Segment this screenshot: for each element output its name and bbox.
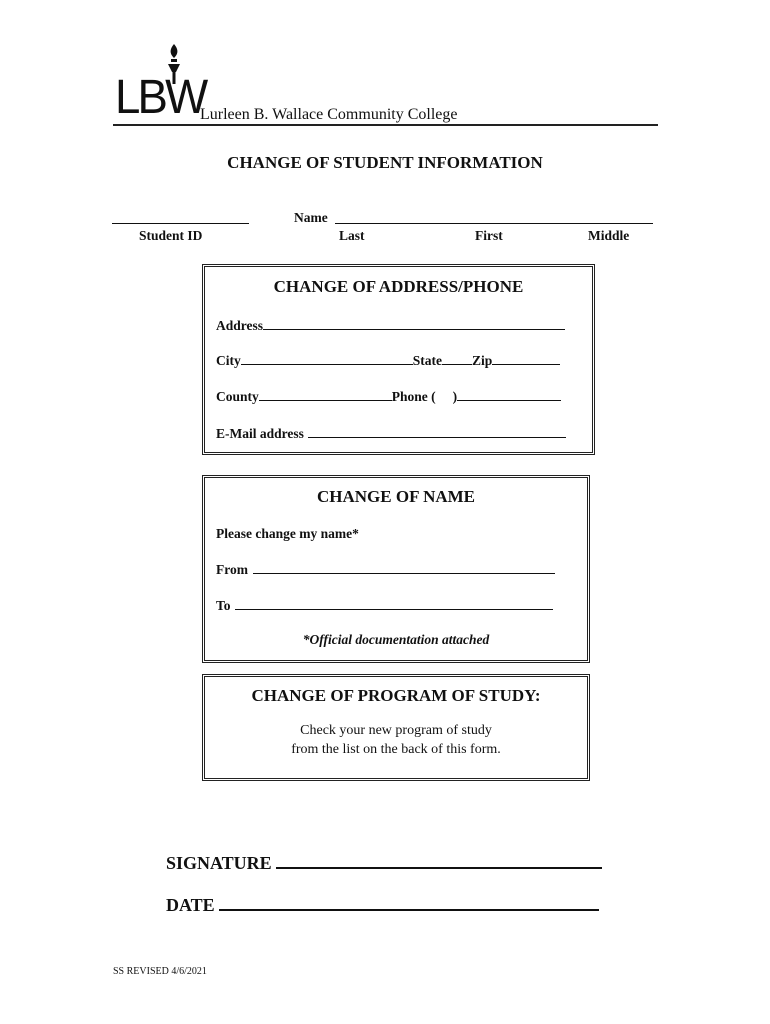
phone-input[interactable] [457, 388, 561, 401]
area-code-input[interactable] [436, 389, 453, 401]
county-label: County [216, 389, 259, 404]
from-label: From [216, 562, 248, 577]
zip-label: Zip [472, 353, 493, 368]
city-input[interactable] [241, 352, 413, 365]
name-field[interactable] [335, 211, 653, 224]
program-box-title: CHANGE OF PROGRAM OF STUDY: [251, 686, 541, 705]
change-address-box [202, 264, 595, 455]
middle-label: Middle [588, 228, 630, 243]
program-instruction-2: from the list on the back of this form. [291, 742, 501, 757]
address-input[interactable] [263, 317, 565, 330]
from-input[interactable] [253, 561, 555, 574]
date-field[interactable] [219, 895, 599, 911]
signature-field[interactable] [276, 853, 602, 869]
first-label: First [475, 228, 503, 243]
documentation-note: *Official documentation attached [302, 632, 490, 647]
phone-paren: ) [452, 389, 458, 404]
college-name: Lurleen B. Wallace Community College [200, 106, 458, 123]
student-id-label: Student ID [139, 228, 203, 243]
email-input[interactable] [308, 425, 566, 438]
signature-label: SIGNATURE [166, 853, 272, 873]
state-label: State [412, 353, 442, 368]
address-box-title: CHANGE OF ADDRESS/PHONE [273, 277, 524, 296]
revision-footer: SS REVISED 4/6/2021 [113, 966, 207, 977]
date-label: DATE [166, 895, 215, 915]
address-label: Address [216, 318, 264, 333]
page-title: CHANGE OF STUDENT INFORMATION [227, 153, 543, 172]
email-label: E-Mail address [216, 426, 304, 441]
program-instruction-1: Check your new program of study [300, 723, 492, 738]
logo-letters: LBW [115, 71, 206, 124]
phone-label: Phone ( [391, 389, 436, 404]
county-input[interactable] [259, 388, 392, 401]
to-input[interactable] [235, 597, 553, 610]
change-name-box [202, 475, 590, 663]
name-box-title: CHANGE OF NAME [316, 487, 476, 506]
header-rule [113, 124, 658, 126]
city-label: City [216, 353, 241, 368]
state-input[interactable] [442, 352, 472, 365]
last-label: Last [339, 228, 365, 243]
student-id-field[interactable] [112, 211, 249, 224]
change-program-box [202, 674, 590, 781]
name-label: Name [294, 210, 328, 225]
name-change-request: Please change my name* [216, 526, 359, 541]
to-label: To [216, 598, 231, 613]
zip-input[interactable] [492, 352, 560, 365]
